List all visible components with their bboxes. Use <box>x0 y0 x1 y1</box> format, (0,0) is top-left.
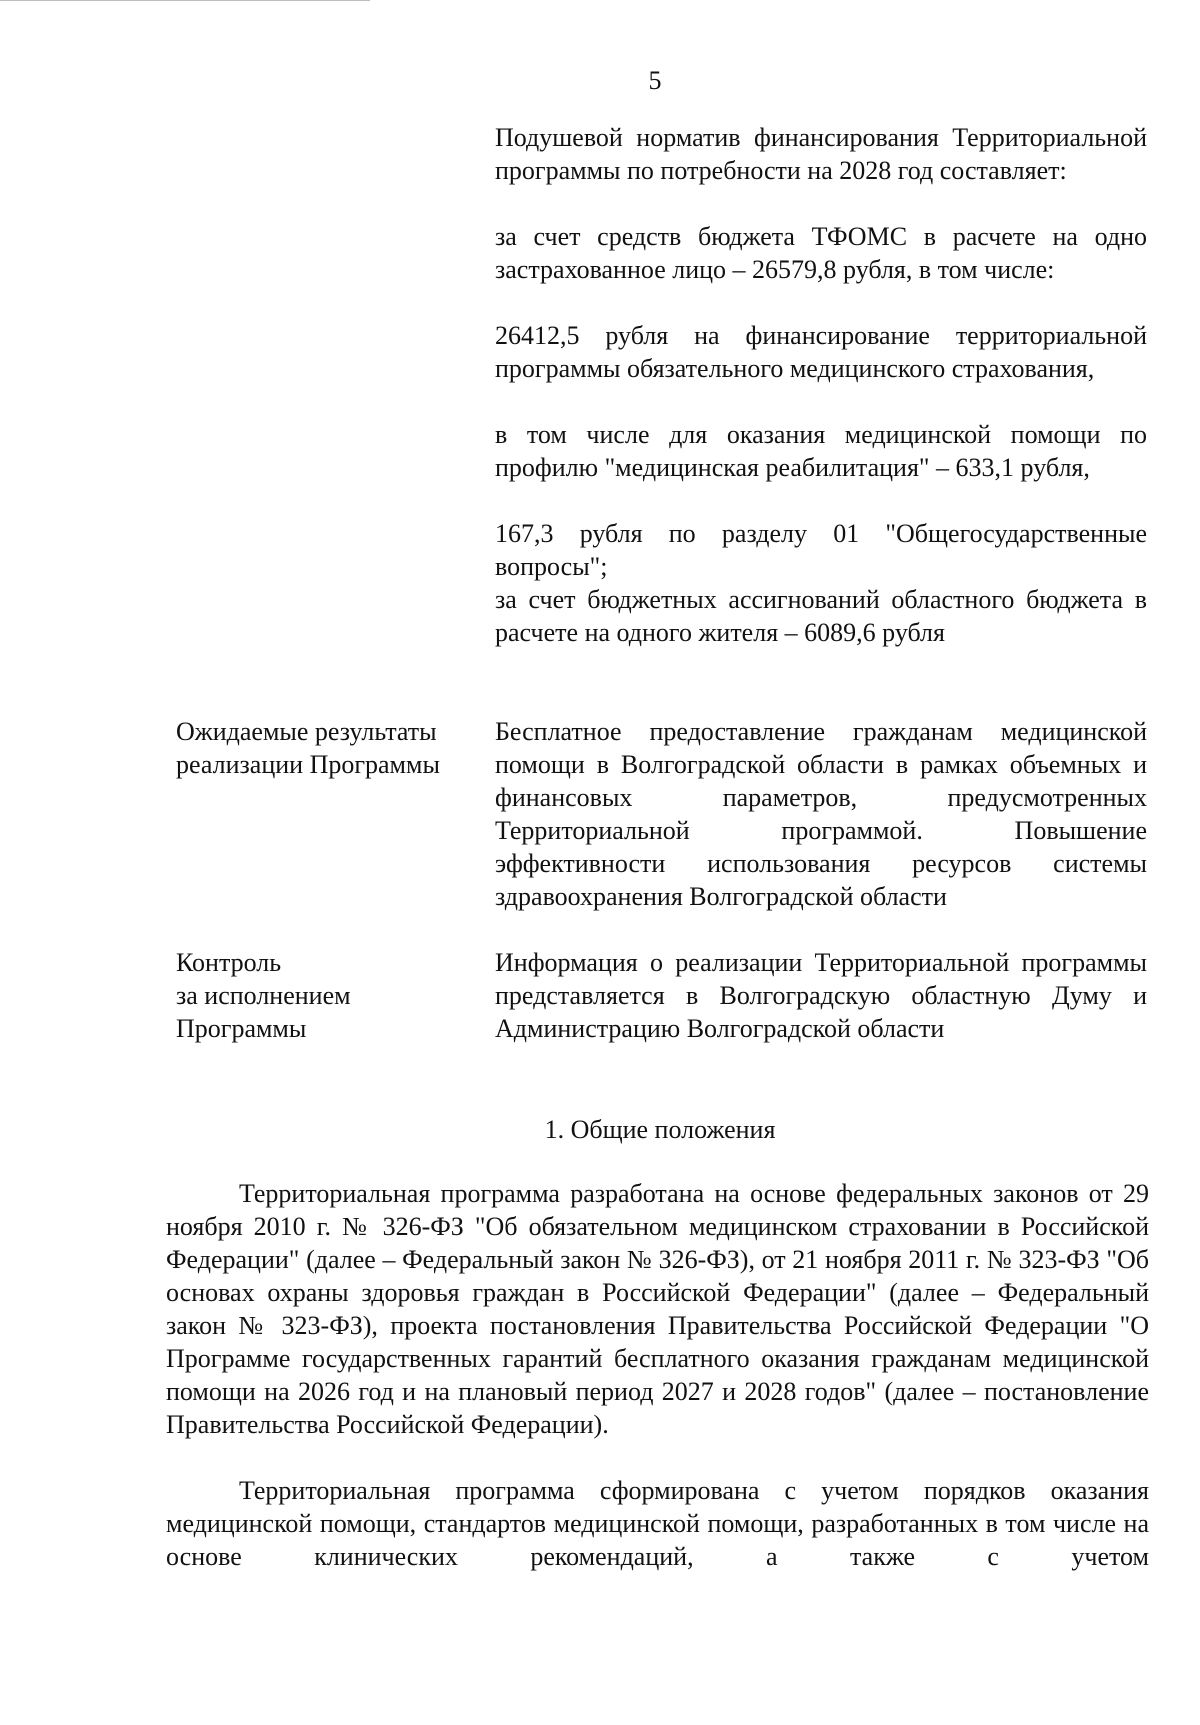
section-paragraph-2: Территориальная программа сформирована с учетом порядков оказания медицинской помощи, стандартов медицинской помощи, разработанных в том числе на основе клинических рекомендаций, а также с учетом <box>166 1476 1149 1571</box>
expected-results-label-line-2: реализации Программы <box>176 750 440 779</box>
financing-paragraph-1: Подушевой норматив финансирования Территориальной программы по потребности на 2028 год составляет: <box>495 123 1147 185</box>
expected-results-label <box>176 715 476 781</box>
page-number: 5 <box>648 66 662 95</box>
section-paragraph-1: Территориальная программа разработана на основе федеральных законов от 29 ноября 2010 г. № 326-ФЗ "Об обязательном медицинском страховании в Российской Федерации" (далее – Федеральный закон № 326-ФЗ), от 21 ноября 2011 г. № 323-ФЗ "Об основах охраны здоровья граждан в Российской Федерации" (далее – Федеральный закон № 323-ФЗ), проекта постановления Правительства Российской Федерации "О Программе государственных гарантий бесплатного оказания гражданам медицинской помощи на 2026 год и на плановый период 2027 и 2028 годов" (далее – постановление Правительства Российской Федерации). <box>166 1179 1149 1439</box>
expected-results-label-line-1: Ожидаемые результаты <box>176 717 437 746</box>
financing-paragraph-3: 26412,5 рубля на финансирование территориальной программы обязательного медицинского страхования, <box>495 321 1147 383</box>
control-label-line-1: Контроль <box>176 948 282 977</box>
expected-results-text: Бесплатное предоставление гражданам медицинской помощи в Волгоградской области в рамках объемных и финансовых параметров, предусмотренных Территориальной программой. Повышение эффективности использования ресурсов системы здравоохранения Волгоградской области <box>495 717 1147 911</box>
control-label <box>176 946 476 1045</box>
control-text: Информация о реализации Территориальной программы представляется в Волгоградскую областную Думу и Администрацию Волгоградской области <box>495 948 1147 1043</box>
financing-paragraph-4: в том числе для оказания медицинской помощи по профилю "медицинская реабилитация" – 633,1 рубля, <box>495 420 1147 482</box>
financing-paragraph-2: за счет средств бюджета ТФОМС в расчете на одно застрахованное лицо – 26579,8 рубля, в том числе: <box>495 222 1147 284</box>
control-label-line-2: за исполнением <box>176 981 351 1010</box>
top-edge-rule <box>0 0 370 1</box>
financing-paragraph-6: за счет бюджетных ассигнований областного бюджета в расчете на одного жителя – 6089,6 рубля <box>495 585 1147 647</box>
section-heading: 1. Общие положения <box>544 1115 776 1144</box>
control-label-line-3: Программы <box>176 1014 307 1043</box>
financing-paragraph-5: 167,3 рубля по разделу 01 "Общегосударственные вопросы"; <box>495 519 1147 581</box>
